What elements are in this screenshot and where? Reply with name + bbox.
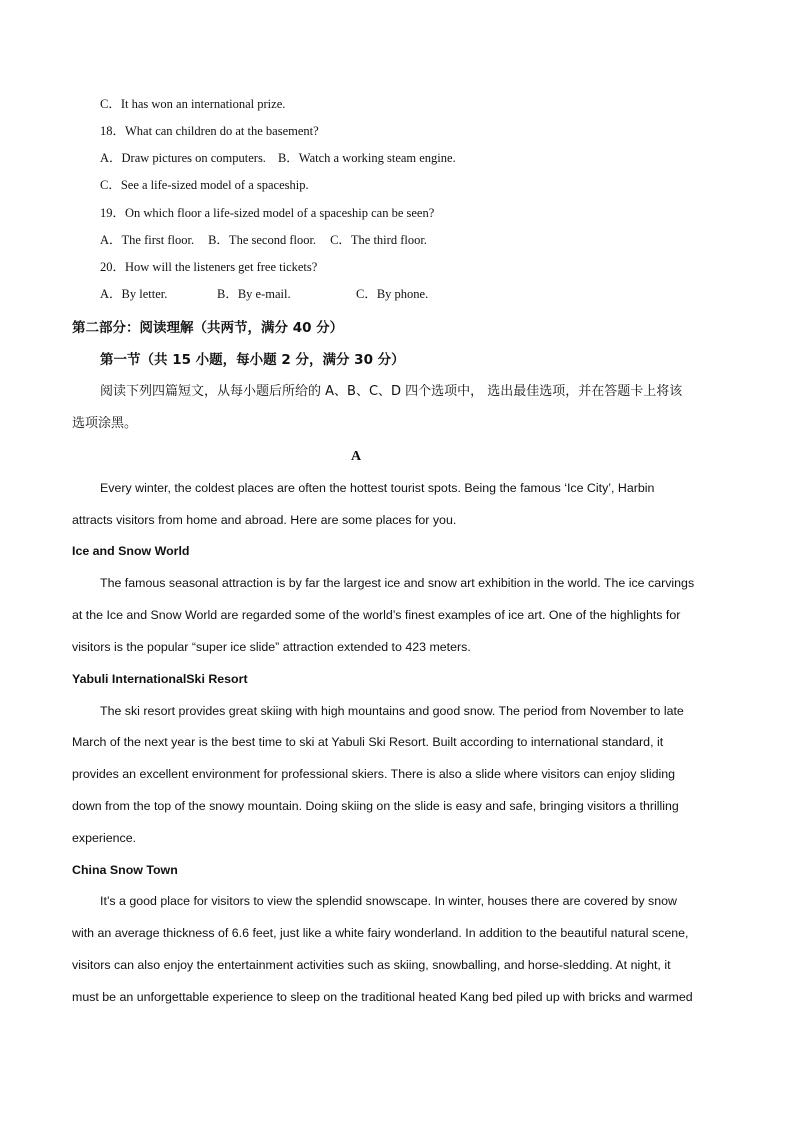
paragraph-line: The famous seasonal attraction is by far the largest ice and snow art exhibition in the world. The ice carvings [100,576,695,590]
passage-intro-line: Every winter, the coldest places are often the hottest tourist spots. Being the famous ‘Ice City’, Harbin [100,481,655,495]
paragraph-line: experience. [72,831,137,845]
q20-option-b: B．By e-mail. [217,287,291,301]
q20-option-c: C．By phone. [356,287,429,301]
paragraph-line: must be an unforgettable experience to sleep on the traditional heated Kang bed piled up with bricks and warmed [72,990,693,1004]
q19-option-b: B．The second floor. [208,233,317,247]
paragraph-line: provides an excellent environment for professional skiers. There is also a slide where visitors can enjoy sliding [72,767,676,781]
q19-stem: 19．On which floor a life-sized model of a spaceship can be seen? [100,206,435,220]
q20-options [100,286,500,302]
paragraph-line: down from the top of the snowy mountain. Doing skiing on the slide is easy and safe, bringing visitors a thrilling [72,799,679,813]
q18-option-b: B．Watch a working steam engine. [277,151,456,165]
paragraph-line: with an average thickness of 6.6 feet, just like a white fairy wonderland. In addition to the beautiful natural scene, [72,926,689,940]
section-heading-ice-snow-world: Ice and Snow World [72,544,190,558]
passage-intro-line: attracts visitors from home and abroad. Here are some places for you. [72,513,457,527]
instructions-line-1: 阅读下列四篇短文，从每小题后所给的 A、B、C、D 四个选项中， 选出最佳选项，并在答题卡上将该 [100,384,683,399]
q18-option-a: A．Draw pictures on computers. [100,151,266,165]
passage-label: A [351,449,362,464]
paragraph-line: visitors is the popular “super ice slide” attraction extended to 423 meters. [72,640,471,654]
paragraph-line: at the Ice and Snow World are regarded some of the world’s finest examples of ice art. One of the highlights for [72,608,681,622]
section-heading-snow-town: China Snow Town [72,863,178,877]
part2-title: 第二部分：阅读理解（共两节，满分 40 分） [72,320,344,336]
q20-stem: 20．How will the listeners get free tickets? [100,260,318,274]
q18-options [100,150,456,166]
q18-stem: 18．What can children do at the basement? [100,124,319,138]
q18-option-c: C．See a life-sized model of a spaceship. [100,178,309,192]
q17-option-c: C．It has won an international prize. [100,97,286,111]
paragraph-line: It’s a good place for visitors to view the splendid snowscape. In winter, houses there are covered by snow [100,894,677,908]
q19-option-c: C．The third floor. [330,233,427,247]
q19-option-a: A．The first floor. [100,233,195,247]
q20-option-a: A．By letter. [100,287,168,301]
paragraph-line: The ski resort provides great skiing with high mountains and good snow. The period from November to late [100,704,684,718]
section1-title: 第一节（共 15 小题，每小题 2 分，满分 30 分） [100,352,405,368]
paragraph-line: March of the next year is the best time to ski at Yabuli Ski Resort. Built according to international standard, it [72,735,664,749]
q19-options [100,232,427,248]
paragraph-line: visitors can also enjoy the entertainment activities such as skiing, snowballing, and horse-sledding. At night, it [72,958,671,972]
instructions-line-2: 选项涂黑。 [72,416,138,431]
section-heading-yabuli: Yabuli InternationalSki Resort [72,672,248,686]
